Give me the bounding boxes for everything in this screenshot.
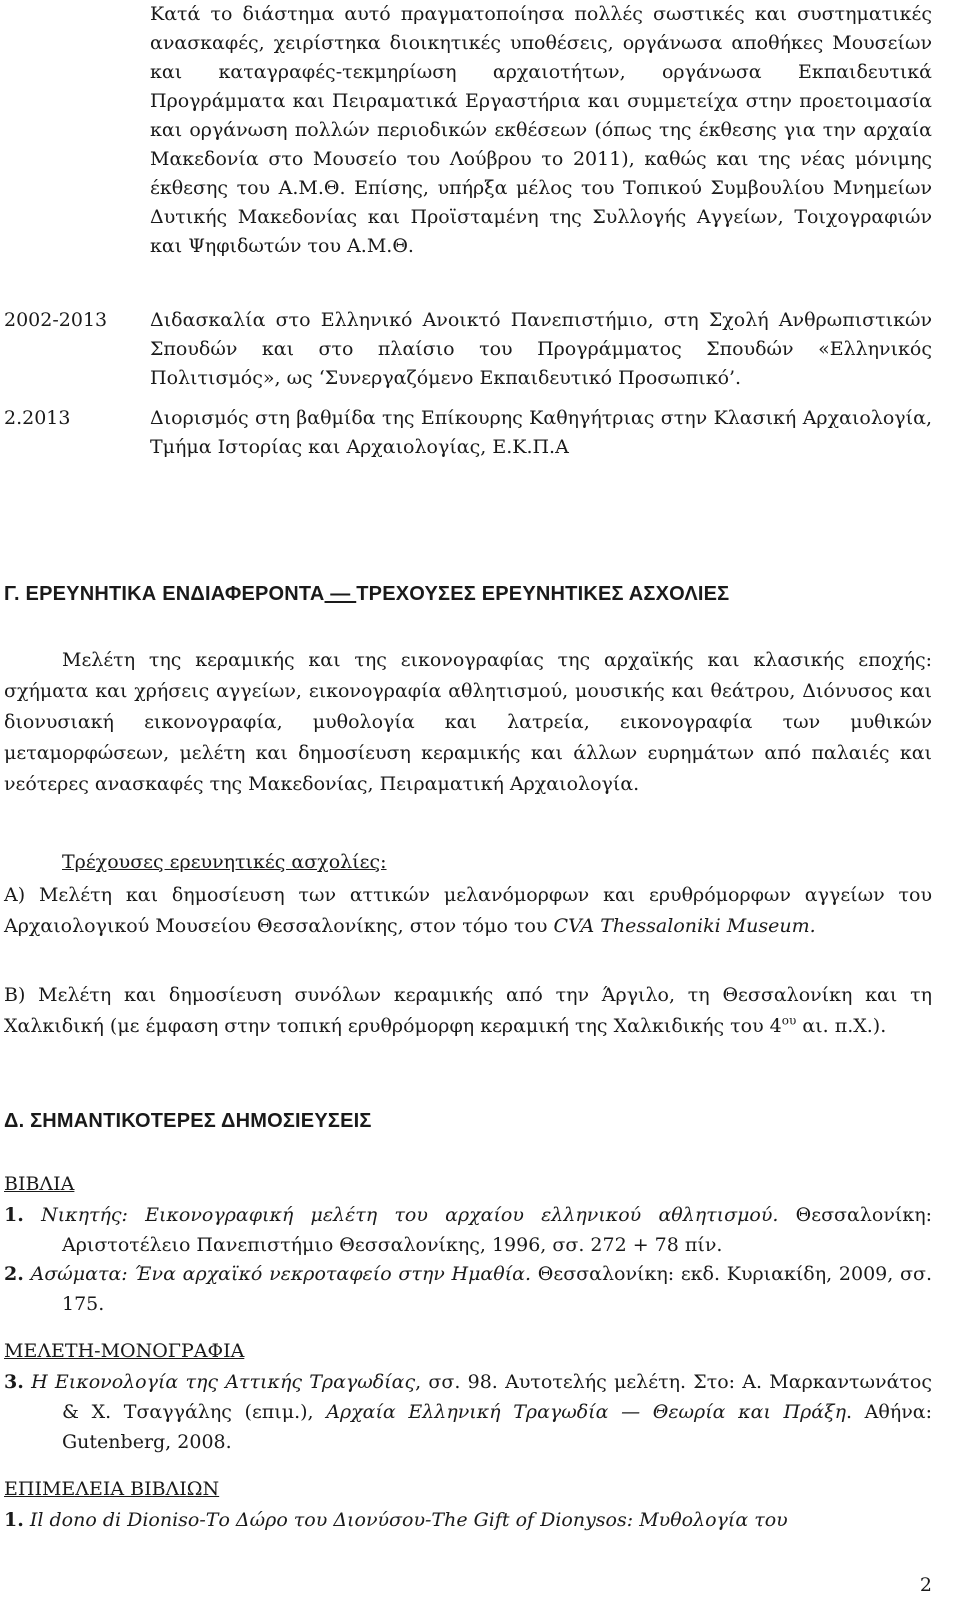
pub-number: 3.	[4, 1371, 24, 1393]
publication-edited-1	[4, 1505, 932, 1535]
museum-work-paragraph: Κατά το διάστημα αυτό πραγματοποίησα πολλές σωστικές και συστηματικές ανασκαφές, χειρίστηκα διοικητικές υποθέσεις, οργάνωσα αποθήκες Μουσείων και καταγραφές-τεκμηρίωση αρχαιοτήτων, οργάνωσα Εκπαιδευτικά Προγράμματα και Πειραματικά Εργαστήρια και συμμετείχα στην προετοιμασία και οργάνωση πολλών περιοδικών εκθέσεων (όπως της έκθεσης για την αρχαία Μακεδονία στο Μουσείο του Λούβρου το 2011), καθώς και της νέας μόνιμης έκθεσης του Α.Μ.Θ. Επίσης, υπήρξα μέλος του Τοπικού Συμβουλίου Μνημείων Δυτικής Μακεδονίας και Προϊσταμένη της Συλλογής Αγγείων, Τοιχογραφιών και Ψηφιδωτών του Α.Μ.Θ.	[150, 3, 932, 257]
page-number: 2	[919, 1574, 932, 1596]
section-heading-research	[4, 583, 934, 606]
section-prefix: Γ.	[4, 583, 26, 605]
pub-book-title: Αρχαία Ελληνική Τραγωδία — Θεωρία και Πράξη	[326, 1401, 846, 1423]
entry-year: 2.2013	[4, 407, 71, 429]
pub-number: 1.	[4, 1204, 24, 1226]
current-research-label-row	[4, 847, 932, 878]
section-heading-publications: Δ. ΣΗΜΑΝΤΙΚΟΤΕΡΕΣ ΔΗΜΟΣΙΕΥΣΕΙΣ	[4, 1110, 372, 1132]
publication-2	[4, 1259, 932, 1319]
section-title-b: ΤΡΕΧΟΥΣΕΣ ΕΡΕΥΝΗΤΙΚΕΣ ΑΣΧΟΛΙΕΣ	[356, 583, 730, 605]
section-title-dash: —	[324, 583, 357, 605]
entry-text: Διδασκαλία στο Ελληνικό Ανοικτό Πανεπιστήμιο, στη Σχολή Ανθρωπιστικών Σπουδών και στο πλαίσιο του Προγράμματος Σπουδών «Ελληνικός Πολιτισμός», ως ‘Συνεργαζόμενο Εκπαιδευτικό Προσωπικό’.	[150, 309, 932, 389]
monograph-label: ΜΕΛΕΤΗ-ΜΟΝΟΓΡΑΦΙΑ	[4, 1340, 245, 1362]
pub-title: Η Εικονολογία της Αττικής Τραγωδίας	[31, 1371, 416, 1393]
pub-number: 2.	[4, 1263, 24, 1285]
pub-publisher: . Αθήνα: Gutenberg, 2008.	[62, 1401, 932, 1453]
books-label: ΒΙΒΛΙΑ	[4, 1173, 75, 1195]
edited-books-label: ΕΠΙΜΕΛΕΙΑ ΒΙΒΛΙΩΝ	[4, 1478, 220, 1500]
pub-title: Il dono di Dioniso-Το Δώρο του Διονύσου-The Gift of Dionysos: Μυθολογία του	[29, 1509, 788, 1531]
section-title-a: ΕΡΕΥΝΗΤΙΚΑ ΕΝΔΙΑΦΕΡΟΝΤΑ	[25, 583, 325, 605]
pub-title: Νικητής: Εικονογραφική μελέτη του αρχαίου ελληνικού αθλητισμού.	[41, 1204, 779, 1226]
pub-number: 1.	[4, 1509, 24, 1531]
item-b-sup: ου	[781, 1013, 797, 1028]
pub-details: Θεσσαλονίκη: Αριστοτέλειο Πανεπιστήμιο Θεσσαλονίκης, 1996, σσ. 272 + 78 πίν.	[62, 1204, 932, 1256]
publication-3	[4, 1367, 932, 1457]
current-research-item-b	[4, 980, 932, 1042]
pub-details: Θεσσαλονίκη: εκδ. Κυριακίδη, 2009, σσ. 175.	[62, 1263, 932, 1315]
entry-text: Διορισμός στη βαθμίδα της Επίκουρης Καθηγήτριας στην Κλασική Αρχαιολογία, Τμήμα Ιστορίας και Αρχαιολογίας, Ε.Κ.Π.Α	[150, 407, 932, 458]
pub-title: Ασώματα: Ένα αρχαϊκό νεκροταφείο στην Ημαθία.	[30, 1263, 532, 1285]
item-b-text: Β) Μελέτη και δημοσίευση συνόλων κεραμικής από την Άργιλο, τη Θεσσαλονίκη και τη Χαλκιδική (με έμφαση στην τοπική ερυθρόμορφη κεραμική της Χαλκιδικής του 4	[4, 984, 932, 1037]
publication-1	[4, 1200, 932, 1260]
item-b-end: αι. π.Χ.).	[796, 1015, 887, 1037]
pub-details: , σσ. 98. Αυτοτελής μελέτη. Στο: Α. Μαρκαντωνάτος & Χ. Τσαγγάλης (επιμ.),	[62, 1371, 932, 1423]
entry-year: 2002-2013	[4, 309, 108, 331]
current-research-item-a	[4, 880, 932, 942]
research-interests-paragraph: Μελέτη της κεραμικής και της εικονογραφίας της αρχαϊκής και κλασικής εποχής: σχήματα και χρήσεις αγγείων, εικονογραφία αθλητισμού, μουσικής και θεάτρου, Διόνυσος και διονυσιακή εικονογραφία, μυθολογία και λατρεία, εικονογραφία των μυθικών μεταμορφώσεων, μελέτη και δημοσίευση κεραμικής και άλλων ευρημάτων από παλαιές και νεότερες ανασκαφές της Μακεδονίας, Πειραματική Αρχαιολογία.	[4, 649, 932, 795]
item-a-series: CVA Thessaloniki Museum.	[553, 915, 816, 937]
current-research-label: Τρέχουσες ερευνητικές ασχολίες:	[62, 851, 387, 873]
item-a-text: Α) Μελέτη και δημοσίευση των αττικών μελανόμορφων και ερυθρόμορφων αγγείων του Αρχαιολογικού Μουσείου Θεσσαλονίκης, στον τόμο του	[4, 884, 932, 937]
